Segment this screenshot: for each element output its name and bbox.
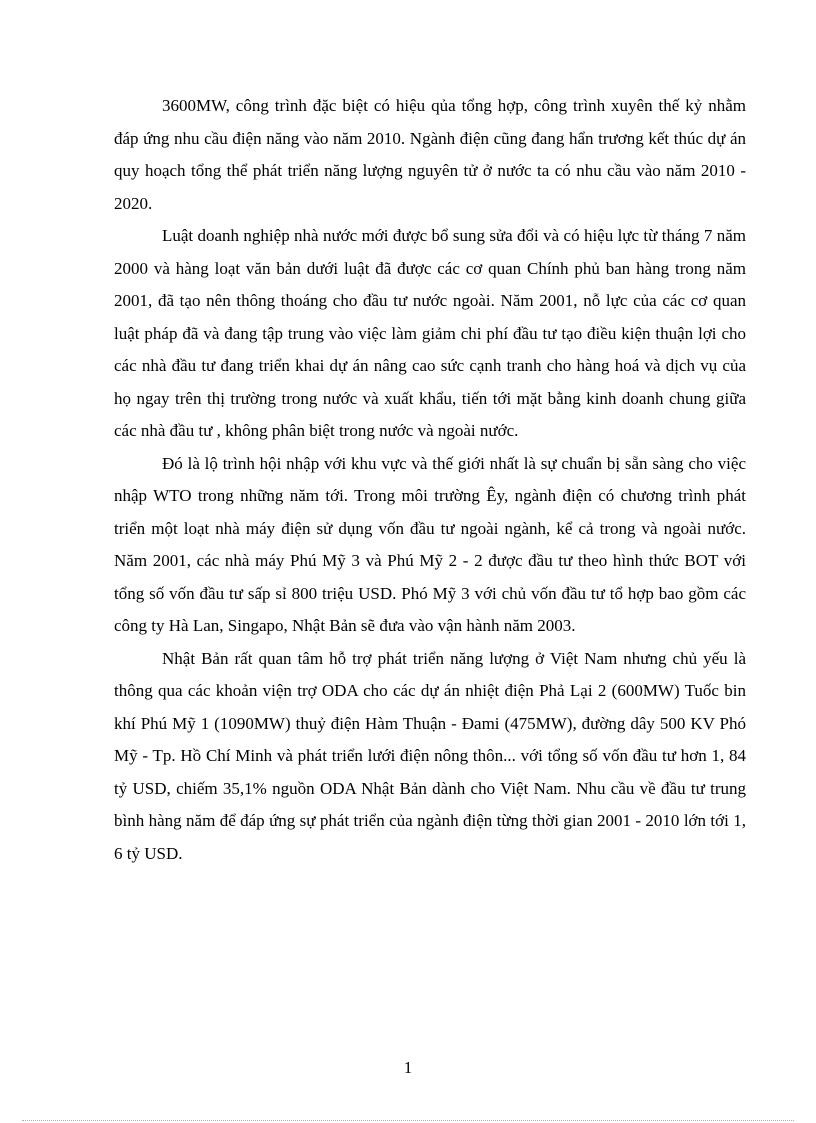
body-text <box>114 90 746 870</box>
paragraph-1: 3600MW, công trình đặc biệt có hiệu qủa tổng hợp, công trình xuyên thế kỷ nhằm đáp ứng nhu cầu điện năng vào năm 2010. Ngành điện cũng đang hẩn trương kết thúc dự án quy hoạch tổng thể phát triển năng lượng nguyên tử ở nước ta có nhu cầu vào năm 2010 - 2020. <box>114 96 746 213</box>
paragraph-4: Nhật Bản rất quan tâm hỗ trợ phát triển năng lượng ở Việt Nam nhưng chủ yếu là thông qua các khoản viện trợ ODA cho các dự án nhiệt điện Phả Lại 2 (600MW) Tuốc bin khí Phú Mỹ 1 (1090MW) thuỷ điện Hàm Thuận - Đami (475MW), đường dây 500 KV Phó Mỹ - Tp. Hồ Chí Minh và phát triển lưới điện nông thôn... với tổng số vốn đầu tư hơn 1, 84 tỷ USD, chiếm 35,1% nguồn ODA Nhật Bản dành cho Việt Nam. Nhu cầu về đầu tư trung bình hàng năm để đáp ứng sự phát triển của ngành điện từng thời gian 2001 - 2010 lớn tới 1, 6 tỷ USD. <box>114 648 746 863</box>
paragraph-2: Luật doanh nghiệp nhà nước mới được bổ sung sửa đổi và có hiệu lực từ tháng 7 năm 2000 và hàng loạt văn bản dưới luật đã được các cơ quan Chính phủ ban hàng trong năm 2001, đã tạo nên thông thoáng cho đầu tư nước ngoài. Năm 2001, nỗ lực của các cơ quan luật pháp đã và đang tập trung vào việc làm giảm chi phí đầu tư tạo điều kiện thuận lợi cho các nhà đầu tư đang triển khai dự án nâng cao sức cạnh tranh cho hàng hoá và dịch vụ của họ ngay trên thị trường trong nước và xuất khẩu, tiến tới mặt bằng kinh doanh chung giữa các nhà đầu tư , không phân biệt trong nước và ngoài nước. <box>114 226 746 440</box>
paragraph-3: Đó là lộ trình hội nhập với khu vực và thế giới nhất là sự chuẩn bị sẵn sàng cho việc nhập WTO trong những năm tới. Trong môi trường Êy, ngành điện có chương trình phát triển một loạt nhà máy điện sử dụng vốn đầu tư ngoài ngành, kể cả trong và ngoài nước. Năm 2001, các nhà máy Phú Mỹ 3 và Phú Mỹ 2 - 2 được đầu tư theo hình thức BOT với tổng số vốn đầu tư sấp sỉ 800 triệu USD. Phó Mỹ 3 với chủ vốn đầu tư tổ hợp bao gồm các công ty Hà Lan, Singapo, Nhật Bản sẽ đưa vào vận hành năm 2003. <box>114 453 746 635</box>
page-number: 1 <box>403 1058 413 1077</box>
page-bottom-divider <box>22 1120 794 1121</box>
